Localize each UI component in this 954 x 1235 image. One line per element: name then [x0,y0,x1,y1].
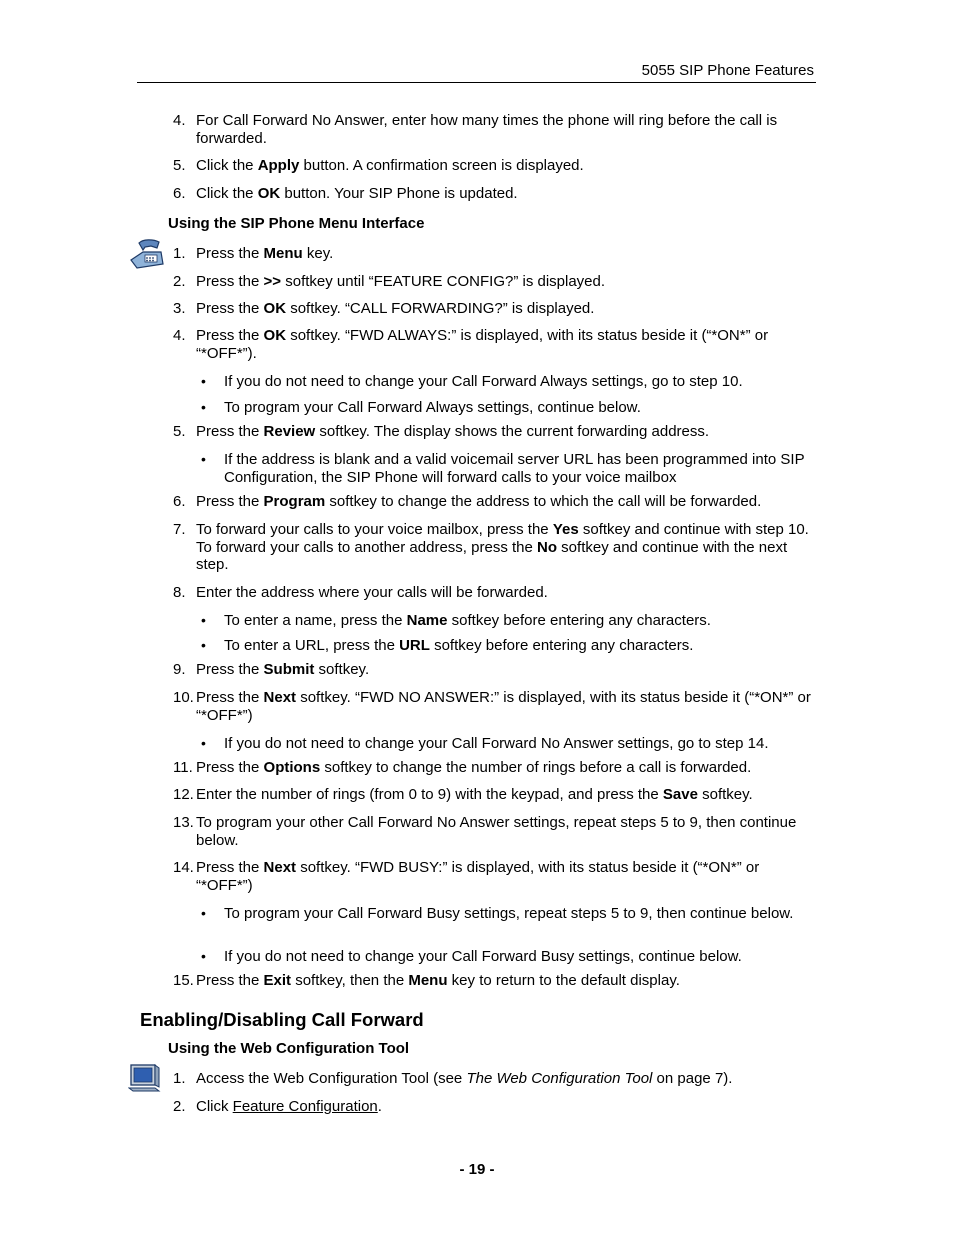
list-item: 12. Enter the number of rings (from 0 to 9) with the keypad, and press the Save softkey. [173,786,753,803]
list-item: 2. Click Feature Configuration. [173,1098,382,1115]
list-item: 1. Access the Web Configuration Tool (see The Web Configuration Tool on page 7). [173,1070,733,1087]
phone-icon [127,238,167,274]
list-item: 13. To program your other Call Forward No Answer settings, repeat steps 5 to 9, then continue below. [173,814,797,849]
list-item: 3. Press the OK softkey. “CALL FORWARDING?” is displayed. [173,300,595,317]
page-number: - 19 - [459,1161,495,1178]
list-item: 7. To forward your calls to your voice mailbox, press the Yes softkey and continue with step 10. To forward your calls to another address, press the No softkey and continue with the next step. [173,521,809,573]
section-heading: Enabling/Disabling Call Forward [140,1009,424,1030]
bullet-item: • To enter a URL, press the URL softkey before entering any characters. [201,637,694,654]
computer-icon [128,1062,162,1098]
bullet-item: • To program your Call Forward Busy settings, repeat steps 5 to 9, then continue below. [201,905,794,922]
subheading-web-config: Using the Web Configuration Tool [168,1040,410,1057]
list-item: 4. For Call Forward No Answer, enter how many times the phone will ring before the call is forwarded. [173,112,778,147]
bullet-item: • If you do not need to change your Call Forward Always settings, go to step 10. [201,373,743,390]
list-item: 1. Press the Menu key. [173,245,334,262]
bullet-item: • To program your Call Forward Always settings, continue below. [201,399,641,416]
bullet-item: • If you do not need to change your Call Forward Busy settings, continue below. [201,948,742,965]
subheading-menu-interface: Using the SIP Phone Menu Interface [168,215,425,232]
header-rule [137,82,816,83]
list-item: 14. Press the Next softkey. “FWD BUSY:” is displayed, with its status beside it (“*ON*” or “*OFF*”) [173,859,760,894]
header-title: 5055 SIP Phone Features [641,62,814,79]
list-item: 15. Press the Exit softkey, then the Menu key to return to the default display. [173,972,680,989]
list-item: 6. Press the Program softkey to change the address to which the call will be forwarded. [173,493,762,510]
list-item: 10. Press the Next softkey. “FWD NO ANSWER:” is displayed, with its status beside it (“*ON*” or “*OFF*”) [173,689,811,724]
list-item: 4. Press the OK softkey. “FWD ALWAYS:” is displayed, with its status beside it (“*ON*” or “*OFF*”). [173,327,769,362]
list-item: 6. Click the OK button. Your SIP Phone is updated. [173,185,518,202]
list-item: 2. Press the >> softkey until “FEATURE CONFIG?” is displayed. [173,273,606,290]
list-item: 11. Press the Options softkey to change the number of rings before a call is forwarded. [173,759,752,776]
feature-configuration-link[interactable]: Feature Configuration [232,1098,378,1115]
list-item: 8. Enter the address where your calls will be forwarded. [173,584,548,601]
bullet-item: • If you do not need to change your Call Forward No Answer settings, go to step 14. [201,735,769,752]
list-item: 9. Press the Submit softkey. [173,661,370,678]
bullet-item: • If the address is blank and a valid voicemail server URL has been programmed into SIP Configuration, the SIP Phone will forward calls to your voice mailbox [201,451,805,486]
bullet-item: • To enter a name, press the Name softkey before entering any characters. [201,612,711,629]
list-item: 5. Press the Review softkey. The display shows the current forwarding address. [173,423,710,440]
list-item: 5. Click the Apply button. A confirmation screen is displayed. [173,157,584,174]
